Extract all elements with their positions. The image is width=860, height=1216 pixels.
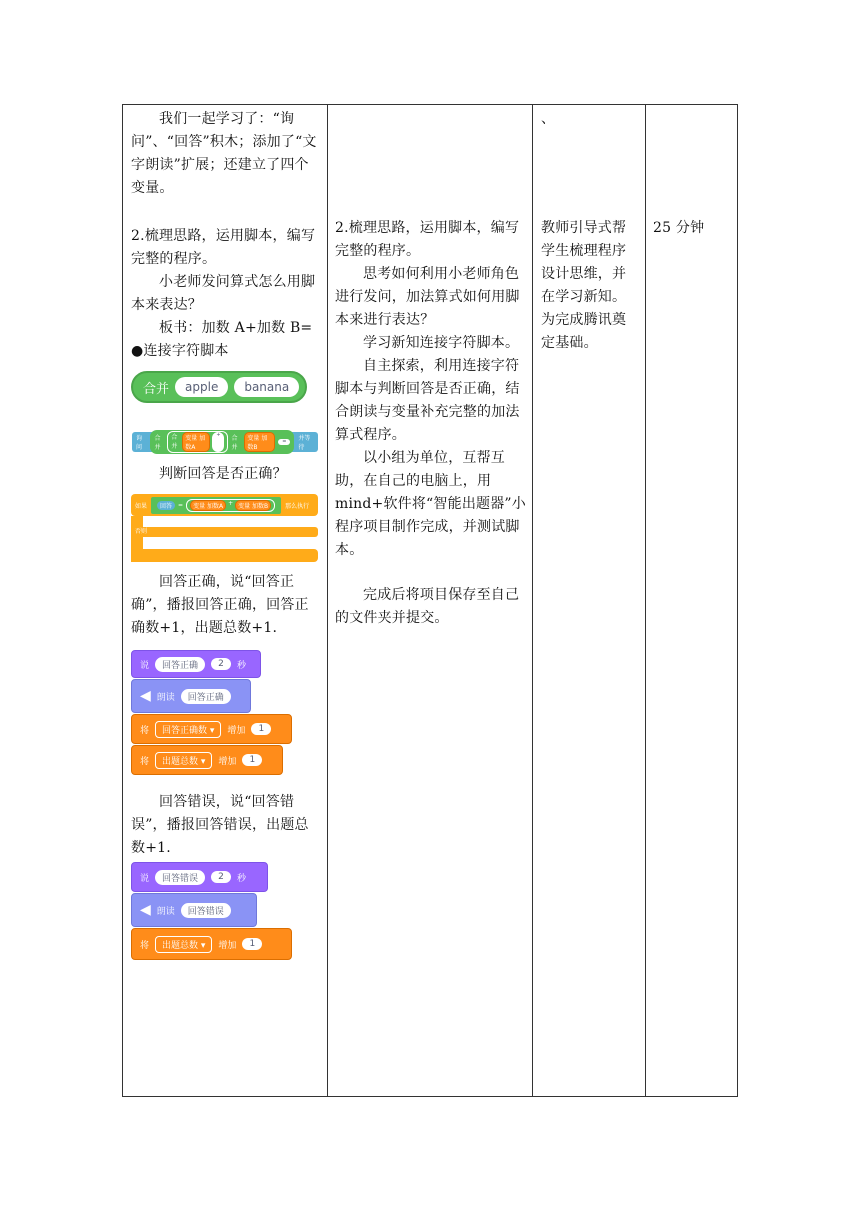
change-correct-block bbox=[131, 714, 292, 744]
ask-join-inner-label: 合并 bbox=[171, 434, 178, 450]
if-else-block bbox=[131, 494, 318, 562]
ask-join-outer bbox=[150, 430, 294, 454]
speaker-icon: ◀ bbox=[140, 902, 151, 918]
intro-text: 我们一起学习了：“询问”、“回答”积木；添加了“文字朗读”扩展；还建立了四个变量。 bbox=[131, 111, 317, 196]
col2-p2: 学习新知连接字符脚本。 bbox=[363, 335, 520, 351]
wrong-text: 回答错误，说“回答错误”，播报回答错误，出题总数+1. bbox=[131, 794, 309, 856]
say-text: 回答正确 bbox=[155, 657, 205, 672]
correct-text: 回答正确，说“回答正确”，播报回答正确，回答正确数+1，出题总数+1. bbox=[131, 574, 309, 636]
inc-value: 1 bbox=[242, 938, 262, 950]
inc-value: 1 bbox=[242, 754, 262, 766]
join-arg2: banana bbox=[234, 377, 299, 397]
change-total-block bbox=[131, 745, 283, 775]
if-condition bbox=[151, 497, 281, 514]
col3-purpose: 教师引导式帮学生梳理程序设计思维，并在学习新知。为完成腾讯奠定基础。 bbox=[541, 220, 627, 351]
say-block bbox=[131, 650, 261, 678]
inc-value: 1 bbox=[251, 723, 271, 735]
inc-label: 增加 bbox=[218, 756, 237, 767]
col2-p3: 自主探索，利用连接字符脚本与判断回答是否正确，结合朗读与变量补充完整的加法算式程序。 bbox=[335, 358, 520, 443]
sec-unit: 秒 bbox=[237, 660, 247, 671]
col4-cell bbox=[646, 105, 738, 1097]
lesson-table bbox=[122, 104, 738, 1097]
ask-join-2: 合并 bbox=[231, 435, 238, 451]
judge-text: 判断回答是否正确？ bbox=[159, 466, 287, 482]
ask-block bbox=[132, 432, 318, 452]
join-arg1: apple bbox=[175, 377, 228, 397]
if-label: 如果 bbox=[135, 502, 148, 510]
say-block bbox=[131, 862, 268, 892]
join-block bbox=[131, 371, 307, 403]
step-title: 2.梳理思路，运用脚本，编写完整的程序。 bbox=[131, 228, 316, 267]
change-total-block bbox=[131, 928, 292, 960]
say-label: 说 bbox=[140, 660, 150, 671]
else-label: 否则 bbox=[131, 527, 318, 537]
col2-p1: 思考如何利用小老师角色进行发问，加法算式如何用脚本来进行表达？ bbox=[335, 266, 520, 328]
ask-var-b: 变量 加数B bbox=[244, 432, 275, 452]
change-label: 将 bbox=[140, 725, 150, 736]
speak-label: 朗读 bbox=[156, 906, 175, 917]
inc-label: 增加 bbox=[218, 940, 237, 951]
col2-p4: 以小组为单位，互帮互助，在自己的电脑上，用mind+软件将“智能出题器”小程序项目制作完成，并测试脚本。 bbox=[335, 450, 526, 558]
var-correct: 回答正确数 ▾ bbox=[155, 721, 221, 738]
col3-cell bbox=[533, 105, 646, 1097]
correct-script bbox=[131, 650, 321, 775]
change-label: 将 bbox=[140, 756, 150, 767]
if-plus: + bbox=[228, 499, 234, 507]
say-label: 说 bbox=[140, 873, 150, 884]
var-total: 出题总数 ▾ bbox=[155, 752, 212, 769]
ask-plus: + bbox=[212, 432, 224, 452]
question-text: 小老师发问算式怎么用脚本来表达？ bbox=[131, 274, 316, 313]
bullet-text: ●连接字符脚本 bbox=[131, 343, 229, 359]
join-label: 合并 bbox=[143, 381, 170, 397]
speak-label: 朗读 bbox=[156, 692, 175, 703]
change-label: 将 bbox=[140, 940, 150, 951]
col1-cell bbox=[123, 105, 328, 1097]
ask-label: 询问 bbox=[136, 435, 143, 451]
board-text: 板书：加数 A+加数 B= bbox=[159, 320, 313, 336]
col2-p5: 完成后将项目保存至自己的文件夹并提交。 bbox=[335, 587, 520, 626]
speak-text: 回答正确 bbox=[181, 689, 231, 704]
var-total: 出题总数 ▾ bbox=[155, 936, 212, 953]
ask-var-a: 变量 加数A bbox=[182, 432, 210, 452]
table-row bbox=[123, 105, 738, 1097]
if-var-b: 变量 加数B bbox=[235, 500, 271, 511]
if-var-a: 变量 加数A bbox=[190, 500, 226, 511]
if-eq: = bbox=[178, 501, 184, 509]
speak-block bbox=[131, 893, 257, 927]
ask-eq: = bbox=[278, 439, 290, 445]
col2-cell bbox=[328, 105, 533, 1097]
ask-join-inner bbox=[167, 431, 228, 453]
say-secs: 2 bbox=[211, 871, 231, 883]
ask-join-label: 合并 bbox=[154, 435, 161, 451]
ask-tail: 并等待 bbox=[298, 435, 311, 451]
speak-block bbox=[131, 679, 251, 713]
if-sum bbox=[186, 499, 275, 512]
say-secs: 2 bbox=[211, 658, 231, 670]
if-tail: 那么执行 bbox=[285, 502, 310, 510]
step-title-2: 2.梳理思路，运用脚本，编写完整的程序。 bbox=[335, 220, 520, 259]
inc-label: 增加 bbox=[227, 725, 246, 736]
col3-mark: 、 bbox=[541, 111, 556, 127]
sec-unit: 秒 bbox=[237, 873, 247, 884]
if-answer: 回答 bbox=[157, 501, 175, 510]
speaker-icon: ◀ bbox=[140, 688, 151, 704]
time-text: 25 分钟 bbox=[653, 220, 705, 236]
say-text: 回答错误 bbox=[155, 870, 205, 885]
wrong-script bbox=[131, 862, 321, 960]
speak-text: 回答错误 bbox=[181, 903, 231, 918]
